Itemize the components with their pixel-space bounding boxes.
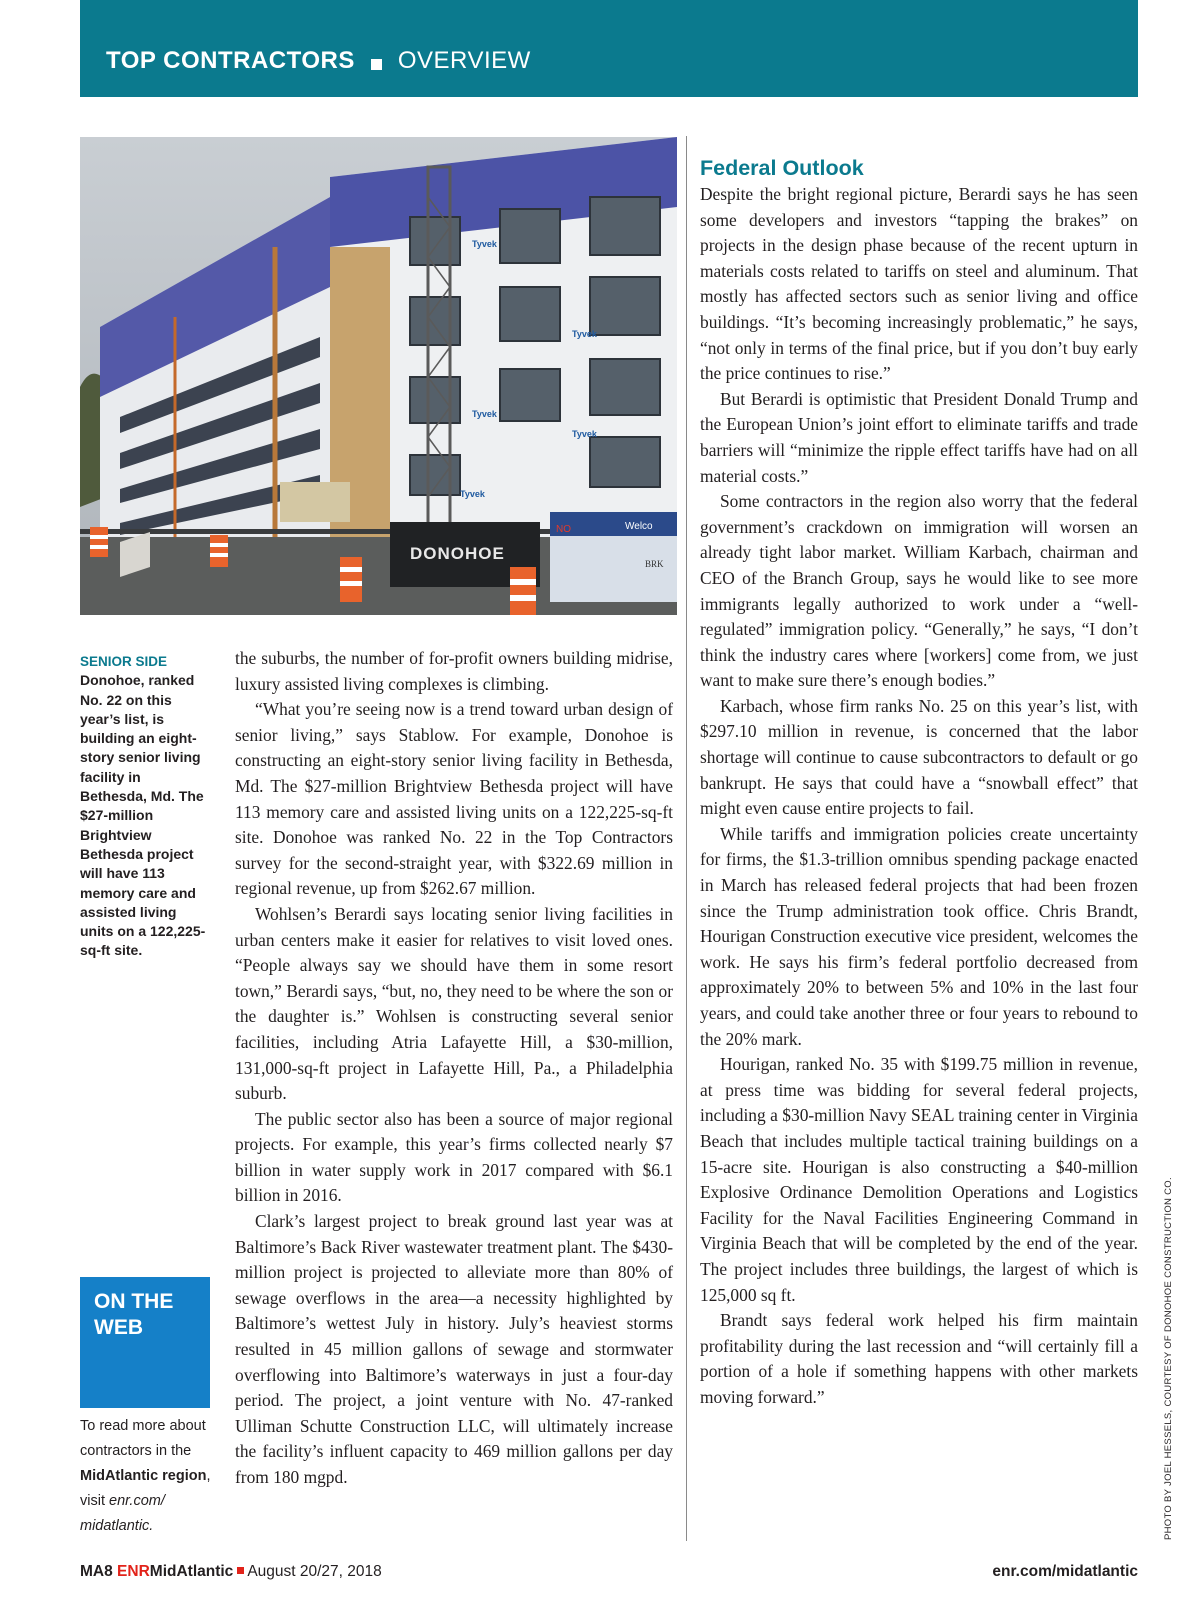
paragraph: Clark’s largest project to break ground last year was at Baltimore’s Back River wastewater treatment plant. The $430-million project is projected to alleviate more than 80% of sewage overflows in the area—a necessity highlighted by Baltimore’s wettest July in history. July’s heaviest storms resulted in 45 million gallons of sewage and stormwater overflowing into Baltimore’s waterways in just a four-day period. The project, a joint venture with No. 47-ranked Ulliman Schutte Construction LLC, will ultimately increase the facility’s influent capacity to 469 million gallons per day from 180 mgpd. (235, 1211, 673, 1487)
section-heading: Federal Outlook (700, 156, 864, 180)
paragraph: Karbach, whose firm ranks No. 25 on this year’s list, with $297.10 million in revenue, is concerned that the labor shortage will continue to cause subcontractors to default or go bankrupt. He says that could have a “snowball effect” that might even cause entire projects to fail. (700, 695, 1138, 819)
web-text-region: MidAtlantic region (80, 1468, 207, 1484)
paragraph: the suburbs, the number of for-profit owners building midrise, luxury assisted living complexes is climbing. (235, 648, 673, 694)
paragraph: The public sector also has been a source of major regional projects. For example, this year’s firms collected nearly $7 billion in water supply work in 2017 compared with $6.1 billion in 2016. (235, 1108, 673, 1206)
brand-enr: ENR (117, 1563, 150, 1580)
brand-midatlantic: MidAtlantic (149, 1563, 234, 1580)
on-the-web-title-line2: WEB (94, 1316, 143, 1339)
paragraph: While tariffs and immigration policies create uncertainty for firms, the $1.3-trillion omnibus spending package enacted in March has released federal projects that had been frozen since the Trump administration took office. Chris Brandt, Hourigan Construction executive vice president, welcomes the work. He says his firm’s federal portfolio decreased from approximately 20% to between 5% and 10% in the last four years, and could take another three or four years to rebound to the 20% mark. (700, 823, 1138, 1049)
paragraph: Some contractors in the region also worry that the federal government’s crackdown on immigration will worsen an already tight labor market. William Karbach, chairman and CEO of the Branch Group, says he would like to see more immigrants legally authorized to work under a “well-regulated” immigration policy. “Generally,” he says, “I don’t think the industry cares where [workers] come from, we just want to make sure there’s enough bodies.” (700, 491, 1138, 691)
on-the-web-text (80, 1414, 220, 1539)
photo-credit: PHOTO BY JOEL HESSELS, COURTESY OF DONOHOE CONSTRUCTION CO. (1163, 1177, 1174, 1540)
on-the-web-box (80, 1277, 210, 1408)
tyvek-label: Tyvek (572, 429, 597, 439)
paragraph: “What you’re seeing now is a trend toward urban design of senior living,” says Stablow. For example, Donohoe is constructing an eight-story senior living facility in Bethesda, Md. The $27-million Brightview Bethesda project will have 113 memory care and assisted living units on a 122,225-sq-ft site. Donohoe was ranked No. 22 in the Top Contractors survey for the second-straight year, with $322.69 million in regional revenue, up from $262.67 million. (235, 699, 673, 899)
page-number: MA8 (80, 1563, 113, 1580)
tyvek-label: Tyvek (460, 489, 485, 499)
sign-brand-text: BRK (645, 559, 664, 569)
web-text-mid: , visit (80, 1468, 211, 1509)
construction-photo (80, 137, 677, 615)
section-subtitle: OVERVIEW (397, 47, 531, 74)
article-column-right (700, 155, 1138, 1411)
section-title: TOP CONTRACTORS (106, 47, 355, 74)
paragraph: But Berardi is optimistic that President Donald Trump and the European Union’s joint effort to eliminate tariffs and trade barriers will “minimize the ripple effect tariffs have had on all material costs.” (700, 388, 1138, 486)
footer-url[interactable]: enr.com/midatlantic (992, 1563, 1138, 1580)
paragraph: Wohlsen’s Berardi says locating senior living facilities in urban centers make it easier for relatives to visit loved ones. “People always say we should have them in some resort town,” Berardi says, “but, no, they need to be where the son or the daughter is.” Wohlsen is constructing several senior facilities, including Atria Lafayette Hill, a $30-million, 131,000-sq-ft project in Lafayette Hill, Pa., a Philadelphia suburb. (235, 903, 673, 1104)
page-footer (80, 1563, 1138, 1587)
paragraph: Despite the bright regional picture, Berardi says he has seen some developers and investors “tapping the brakes” on projects in the design phase because of the recent upturn in materials costs related to tariffs on steel and aluminum. That mostly has affected sectors such as senior living and office buildings. “It’s becoming increasingly problematic,” he says, “not only in terms of the final price, but if you don’t buy early the price continues to rise.” (700, 184, 1138, 384)
column-divider (686, 136, 687, 1541)
on-the-web-title-line1: ON THE (94, 1290, 174, 1313)
sign-no-text: NO (556, 524, 571, 535)
article-column-middle (235, 646, 673, 1491)
web-text-pre: To read more about contractors in the (80, 1418, 206, 1459)
caption-kicker: SENIOR SIDE (80, 654, 168, 669)
issue-date: August 20/27, 2018 (247, 1563, 382, 1580)
web-text-url[interactable]: enr.com/ midatlantic. (80, 1493, 165, 1534)
caption-text: Donohoe, ranked No. 22 on this year’s list, is building an eight-story senior living facility in Bethesda, Md. The $27-million Brightview Bethesda project will have 113 memory care and assisted living units on a 122,225-sq-ft site. (80, 672, 206, 959)
paragraph: Brandt says federal work helped his firm maintain profitability during the last recession and “will certainly fill a portion of a hole if something happens with other markets moving forward.” (700, 1310, 1138, 1407)
tyvek-label: Tyvek (472, 409, 497, 419)
square-bullet-icon (371, 59, 382, 70)
donohoe-banner-text: DONOHOE (410, 544, 505, 563)
square-bullet-icon (237, 1567, 244, 1574)
section-header (80, 0, 1138, 97)
photo-caption (80, 652, 210, 961)
sign-welcome-text: Welco (625, 521, 653, 532)
paragraph: Hourigan, ranked No. 35 with $199.75 million in revenue, at press time was bidding for several federal projects, including a $30-million Navy SEAL training center in Virginia Beach that includes multiple tactical training buildings on a 15-acre site. Hourigan is also constructing a $40-million Explosive Ordinance Demolition Operations and Logistics Facility for the Naval Facilities Engineering Command in Virginia Beach that will be completed by the end of the year. The project includes three buildings, the largest of which is 125,000 sq ft. (700, 1054, 1138, 1305)
tyvek-label: Tyvek (572, 329, 597, 339)
footer-left (80, 1563, 382, 1581)
tyvek-label: Tyvek (472, 239, 497, 249)
